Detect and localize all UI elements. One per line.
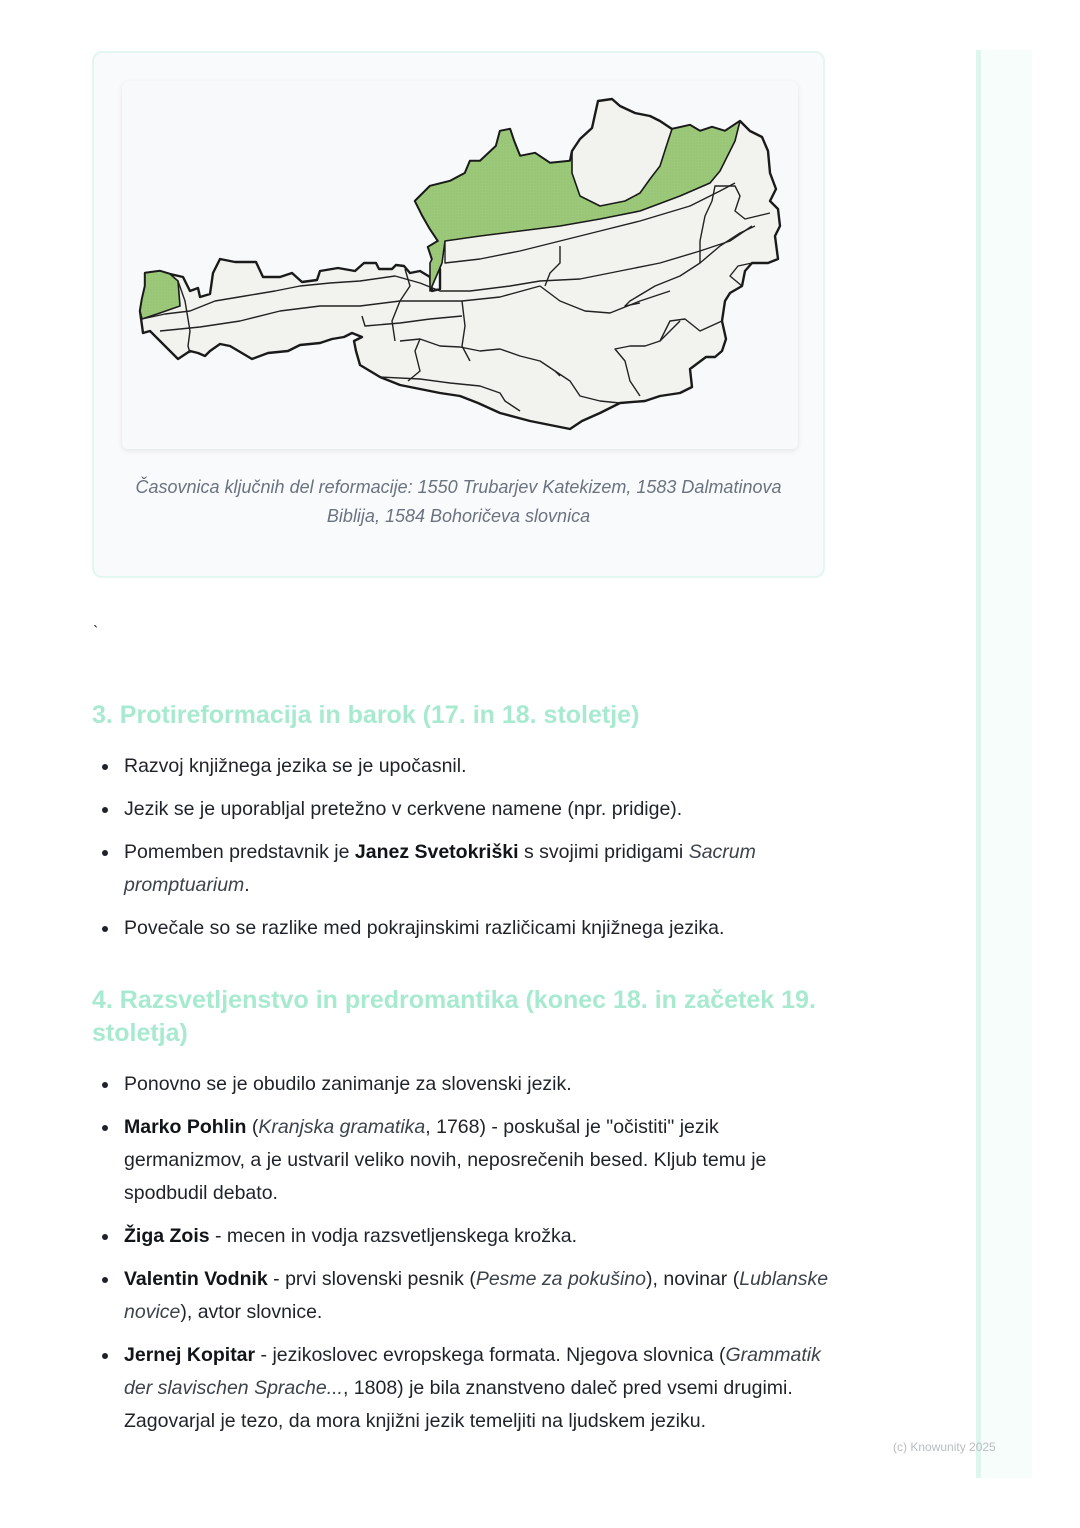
map-image	[122, 81, 798, 449]
work-title: Kranjska gramatika	[258, 1116, 426, 1138]
bold-name: Žiga Zois	[124, 1225, 210, 1247]
text-run: - jezikoslovec evropskega formata. Njegova slovnica (	[255, 1344, 726, 1366]
text-run: .	[244, 874, 250, 896]
section-3-list	[92, 750, 832, 955]
text-run: (	[246, 1116, 259, 1138]
text-run: s svojimi pridigami	[518, 841, 689, 863]
list-item	[92, 1068, 832, 1101]
work-title: Grammatik der slavischen Sprache...	[124, 1344, 821, 1399]
section-heading-3: 3. Protireformacija in barok (17. in 18. stoletje)	[92, 701, 640, 729]
bold-name: Jernej Kopitar	[124, 1344, 256, 1366]
text-run: ), avtor slovnice.	[180, 1301, 323, 1323]
bold-name: Janez Svetokriški	[354, 841, 519, 863]
text-run: Jezik se je uporabljal pretežno v cerkvene namene (npr. pridige).	[124, 798, 683, 820]
text-run: - prvi slovenski pesnik (	[267, 1268, 476, 1290]
work-title: Pesme za pokušino	[475, 1268, 647, 1290]
bold-name: Marko Pohlin	[124, 1116, 247, 1138]
list-item	[92, 836, 832, 902]
austria-map-graphic	[122, 81, 798, 449]
list-item	[92, 1220, 832, 1253]
section-heading-4: 4. Razsvetljenstvo in predromantika (konec 18. in začetek 19. stoletja)	[92, 986, 816, 1047]
list-item	[92, 793, 832, 826]
list-item	[92, 750, 832, 783]
list-item	[92, 1339, 832, 1438]
text-run: ), novinar (	[646, 1268, 740, 1290]
text-run: , 1768) - poskušal je "očistiti" jezik germanizmov, a je ustvaril veliko novih, neposrečenih besed. Kljub temu je spodbudil debato.	[124, 1116, 767, 1204]
section-4-list	[92, 1068, 832, 1448]
text-run: Pomemben predstavnik je	[124, 841, 355, 863]
text-run: - mecen in vodja razsvetljenskega krožka.	[209, 1225, 578, 1247]
text-run: , 1808) je bila znanstveno daleč pred vsemi drugimi. Zagovarjal je tezo, da mora knjižni jezik temeljiti na ljudskem jeziku.	[124, 1377, 793, 1432]
bold-name: Valentin Vodnik	[124, 1268, 268, 1290]
list-item	[92, 1263, 832, 1329]
list-item	[92, 1111, 832, 1210]
work-title: Sacrum promptuarium	[124, 841, 756, 896]
footer-credit: (c) Knowunity 2025	[893, 1440, 996, 1454]
text-run: Ponovno se je obudilo zanimanje za slovenski jezik.	[124, 1073, 572, 1095]
list-item	[92, 912, 832, 945]
figure-card	[92, 51, 825, 578]
work-title: Lublanske novice	[124, 1268, 829, 1323]
figure-caption: Časovnica ključnih del reformacije: 1550 Trubarjev Katekizem, 1583 Dalmatinova Biblija, 1584 Bohoričeva slovnica	[135, 477, 782, 526]
text-run: Razvoj knjižnega jezika se je upočasnil.	[124, 755, 467, 777]
text-run: Povečale so se razlike med pokrajinskimi različicami knjižnega jezika.	[124, 917, 725, 939]
side-strip-decoration	[976, 50, 1032, 1478]
stray-backtick: `	[93, 624, 99, 641]
